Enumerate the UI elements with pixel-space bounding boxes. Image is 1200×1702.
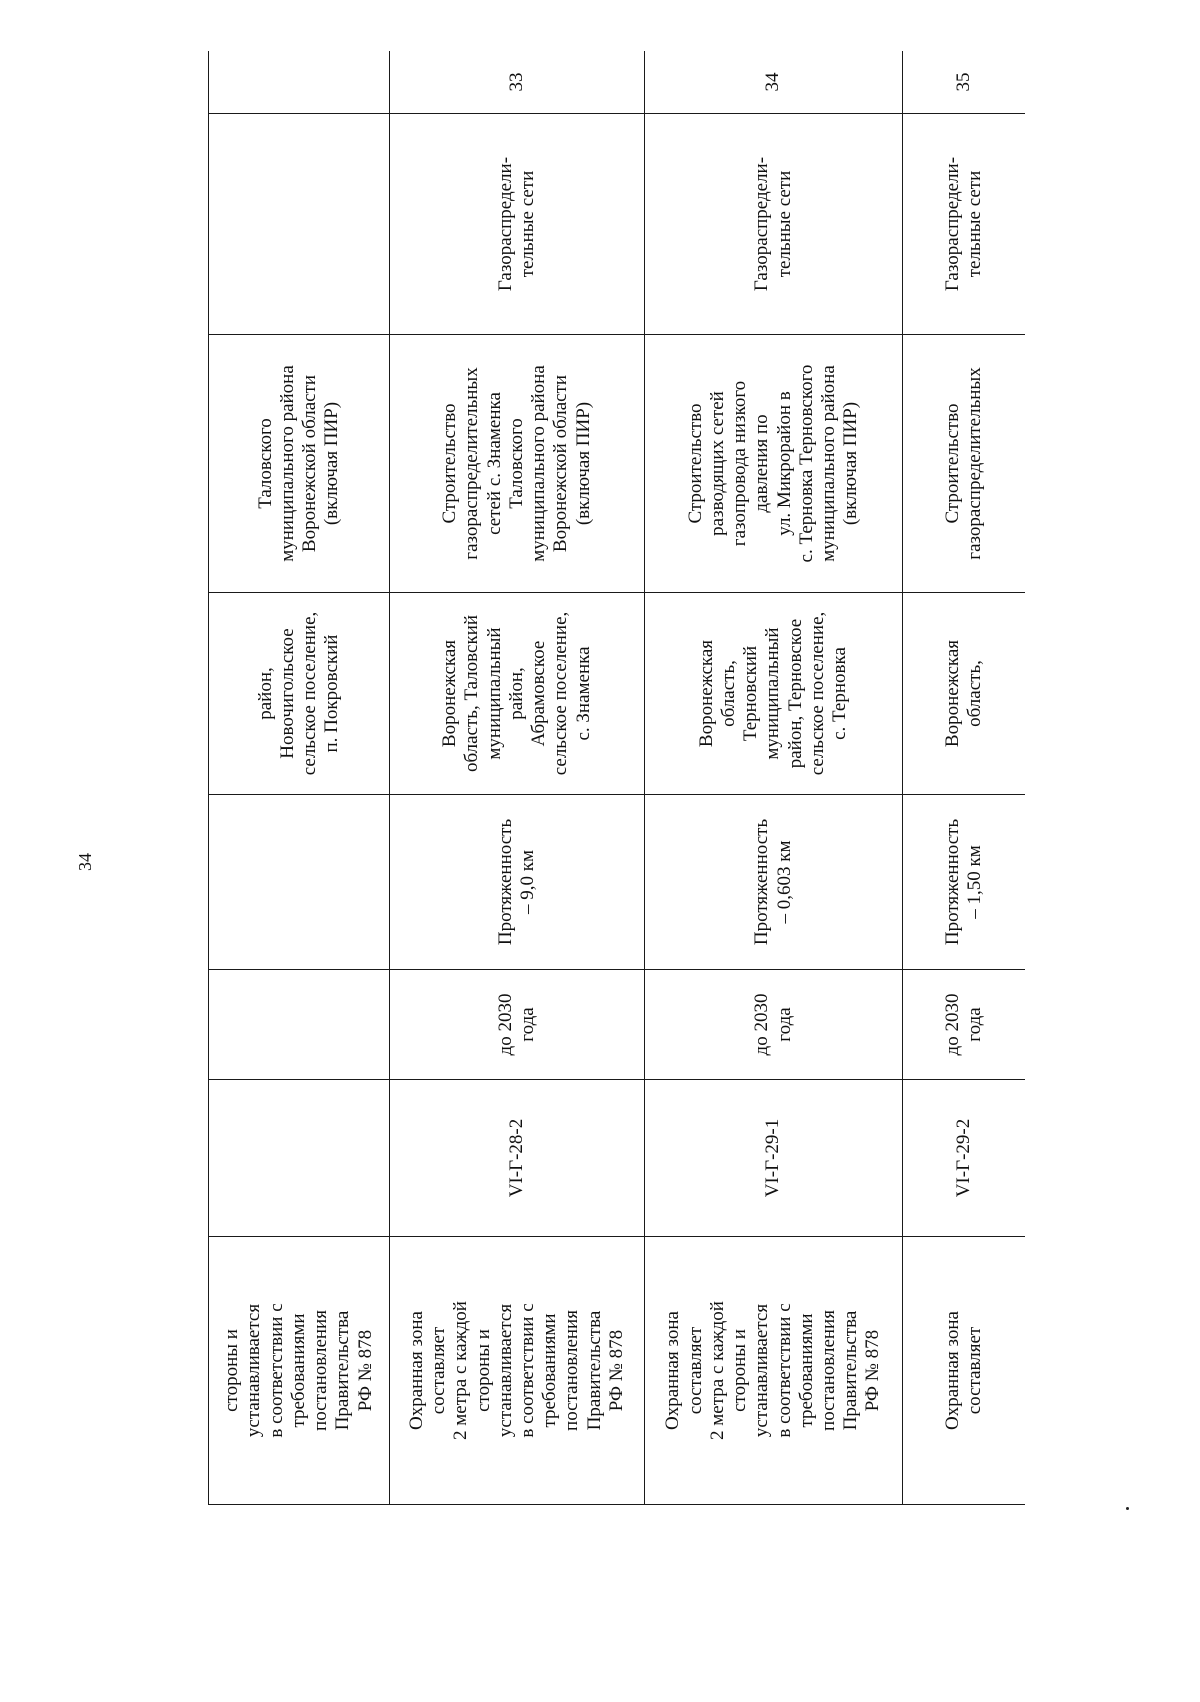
cell-line: газораспределительных	[964, 367, 985, 560]
cell-line: Воронежская	[439, 639, 461, 748]
cell-line: разводящих сетей	[706, 391, 728, 536]
cell-line: Охранная зона	[662, 1311, 684, 1430]
cell-line: РФ № 878	[605, 1329, 627, 1412]
cell-line: стороны и	[472, 1329, 494, 1412]
name-cell	[903, 335, 1026, 593]
type-cell	[209, 114, 390, 335]
cell-line: составляет	[684, 1326, 706, 1415]
objects-table	[208, 51, 1025, 1505]
cell-line: Новочигольское	[276, 628, 298, 759]
zone-cell	[903, 1237, 1026, 1505]
characteristics-cell	[390, 795, 645, 970]
cell-line: муниципальный	[762, 627, 784, 760]
cell-line: с. Терновка Терновского	[795, 364, 817, 563]
cell-line: Правительства	[332, 1310, 354, 1431]
zone-cell	[390, 1237, 645, 1505]
rotated-table-wrapper	[208, 51, 1025, 1505]
cell-line: Газораспредели-	[751, 156, 773, 292]
cell-line: район,	[505, 667, 527, 720]
zone-cell	[209, 1237, 390, 1505]
cell-line: тельные сети	[517, 170, 538, 278]
cell-line: (включая ПИР)	[321, 401, 343, 526]
cell-line: муниципального района	[528, 365, 550, 562]
cell-line: Протяженность	[751, 818, 773, 946]
cell-line: муниципальный	[483, 627, 505, 760]
location-cell	[209, 593, 390, 795]
location-cell	[903, 593, 1026, 795]
location-cell	[645, 593, 903, 795]
number-cell: 35	[903, 51, 1026, 114]
cell-line: Правительства	[583, 1310, 605, 1431]
cell-line: Охранная зона	[405, 1311, 427, 1430]
cell-line: Таловского	[505, 418, 527, 509]
table-row	[903, 51, 1026, 1505]
cell-line: в соответствии с	[773, 1303, 795, 1438]
cell-line: до 2030	[941, 993, 963, 1056]
cell-line: муниципального района	[817, 365, 839, 562]
deadline-cell	[903, 970, 1026, 1080]
cell-line: область, Таловский	[461, 614, 483, 773]
cell-line: тельные сети	[964, 170, 985, 278]
name-cell	[390, 335, 645, 593]
cell-line: Таловского	[254, 418, 276, 509]
cell-line: в соответствии с	[517, 1303, 538, 1438]
cell-line: устанавливается	[494, 1303, 516, 1438]
cell-line: Газораспредели-	[494, 156, 516, 292]
deadline-cell	[645, 970, 903, 1080]
cell-line: до 2030	[494, 993, 516, 1056]
table-row	[390, 51, 645, 1505]
cell-line: – 0,603 км	[773, 840, 795, 924]
cell-line: постановления	[310, 1310, 332, 1431]
cell-line: область,	[717, 660, 739, 727]
cell-line: Газораспредели-	[941, 156, 963, 292]
cell-line: Абрамовское	[528, 640, 550, 747]
cell-line: сетей с. Знаменка	[483, 392, 505, 535]
characteristics-cell	[645, 795, 903, 970]
cell-line: муниципального района	[276, 365, 298, 562]
cell-line: Терновский	[740, 645, 762, 742]
code-cell: VI-Г-29-1	[645, 1080, 903, 1237]
cell-line: стороны и	[729, 1329, 751, 1412]
cell-line: устанавливается	[243, 1303, 265, 1438]
number-cell: 33	[390, 51, 645, 114]
type-cell	[903, 114, 1026, 335]
scan-speck	[1126, 1507, 1129, 1510]
cell-line: сельское поселение,	[806, 611, 828, 776]
code-cell	[209, 1080, 390, 1237]
cell-line: составляет	[964, 1326, 985, 1415]
cell-line: Протяженность	[494, 818, 516, 946]
cell-line: требованиями	[795, 1313, 817, 1428]
characteristics-cell	[209, 795, 390, 970]
cell-line: Воронежской области	[550, 374, 572, 553]
cell-line: Правительства	[840, 1310, 862, 1431]
cell-line: РФ № 878	[354, 1329, 376, 1412]
number-cell	[209, 51, 390, 114]
cell-line: с. Терновка	[829, 647, 851, 740]
name-cell	[209, 335, 390, 593]
cell-line: ул. Микрорайон в	[773, 391, 795, 536]
document-table-frame	[208, 51, 1025, 1505]
cell-line: газопровода низкого	[729, 380, 751, 547]
cell-line: 2 метра с каждой	[706, 1301, 728, 1440]
cell-line: район, Терновское	[784, 618, 806, 769]
cell-line: п. Покровский	[321, 634, 343, 753]
cell-line: требованиями	[539, 1313, 561, 1428]
code-cell: VI-Г-28-2	[390, 1080, 645, 1237]
cell-line: постановления	[561, 1310, 583, 1431]
cell-line: года	[517, 1007, 538, 1042]
cell-line: Строительство	[684, 403, 706, 524]
number-cell: 34	[645, 51, 903, 114]
type-cell	[390, 114, 645, 335]
table-row	[645, 51, 903, 1505]
cell-line: года	[773, 1007, 795, 1042]
code-cell: VI-Г-29-2	[903, 1080, 1026, 1237]
cell-line: в соответствии с	[265, 1303, 287, 1438]
cell-line: Охранная зона	[941, 1311, 963, 1430]
cell-line: Воронежская	[941, 639, 963, 748]
name-cell	[645, 335, 903, 593]
cell-line: газораспределительных	[461, 367, 483, 560]
characteristics-cell	[903, 795, 1026, 970]
cell-line: Строительство	[941, 403, 963, 524]
cell-line: тельные сети	[773, 170, 795, 278]
cell-line: Протяженность	[941, 818, 963, 946]
page-number: 34	[75, 853, 95, 871]
cell-line: 2 метра с каждой	[450, 1301, 472, 1440]
cell-line: РФ № 878	[862, 1329, 884, 1412]
cell-line: район,	[254, 667, 276, 720]
cell-line: постановления	[817, 1310, 839, 1431]
cell-line: стороны и	[221, 1329, 243, 1412]
deadline-cell	[390, 970, 645, 1080]
cell-line: до 2030	[751, 993, 773, 1056]
zone-cell	[645, 1237, 903, 1505]
cell-line: давления по	[751, 414, 773, 513]
cell-line: (включая ПИР)	[840, 401, 862, 526]
cell-line: – 1,50 км	[964, 845, 985, 919]
cell-line: Строительство	[439, 403, 461, 524]
location-cell	[390, 593, 645, 795]
cell-line: Воронежская	[695, 639, 717, 748]
deadline-cell	[209, 970, 390, 1080]
cell-line: (включая ПИР)	[572, 401, 594, 526]
cell-line: года	[964, 1007, 985, 1042]
cell-line: сельское поселение,	[550, 611, 572, 776]
cell-line: требованиями	[287, 1313, 309, 1428]
type-cell	[645, 114, 903, 335]
cell-line: Воронежской области	[299, 374, 320, 553]
cell-line: область,	[964, 660, 985, 727]
cell-line: устанавливается	[751, 1303, 773, 1438]
cell-line: – 9,0 км	[517, 850, 538, 915]
table-row	[209, 51, 390, 1505]
cell-line: сельское поселение,	[299, 611, 320, 776]
cell-line: с. Знаменка	[572, 646, 594, 741]
cell-line: составляет	[428, 1326, 450, 1415]
